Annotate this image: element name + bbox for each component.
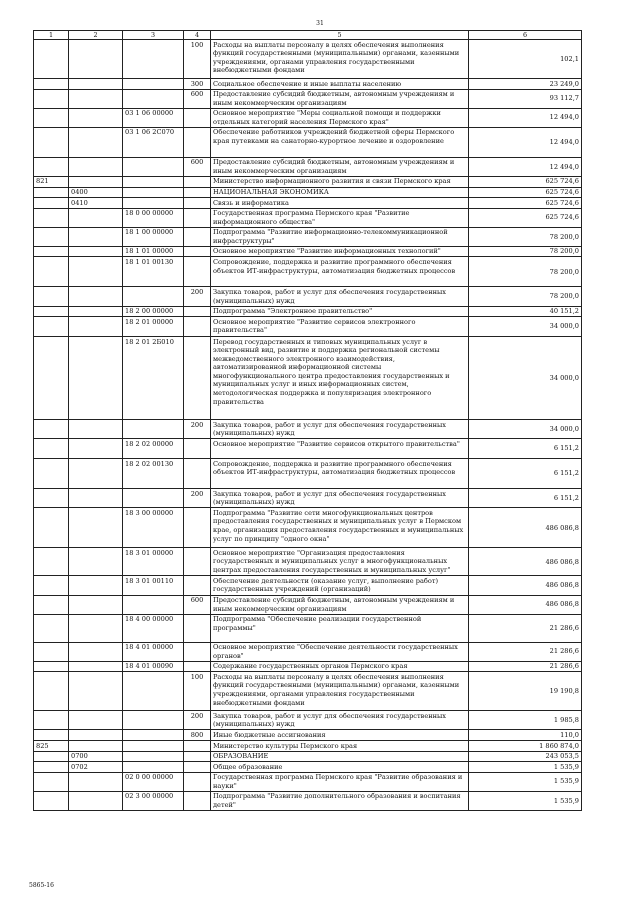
expense-type-code-cell: 300 [184,79,211,90]
target-article-code-cell: 18 4 01 00000 [123,642,184,661]
department-code-cell [34,711,69,730]
amount-cell: 486 086,8 [469,508,582,548]
department-code-cell [34,317,69,337]
amount-cell: 21 286,6 [469,614,582,642]
expense-type-code-cell: 800 [184,730,211,741]
budget-table [33,30,582,811]
table-row [34,489,582,508]
target-article-code-cell: 18 3 01 00000 [123,548,184,576]
table-row [34,791,582,810]
section-code-cell [69,711,123,730]
department-code-cell [34,227,69,246]
table-row [34,257,582,287]
amount-cell: 78 200,0 [469,257,582,287]
header-col-4: 4 [184,31,211,40]
item-description-cell: Закупка товаров, работ и услуг для обеспечения государственных (муниципальных) нужд [211,287,469,306]
section-code-cell [69,287,123,306]
target-article-code-cell [123,489,184,508]
target-article-code-cell: 18 2 01 00000 [123,317,184,337]
section-code-cell [69,257,123,287]
section-code-cell [69,614,123,642]
amount-cell: 78 200,0 [469,227,582,246]
target-article-code-cell [123,672,184,711]
amount-cell: 1 535,9 [469,772,582,791]
amount-cell: 12 494,0 [469,157,582,176]
expense-type-code-cell [184,548,211,576]
department-code-cell [34,459,69,489]
item-description-cell: Сопровождение, поддержка и развитие программного обеспечения объектов ИТ-инфраструктуры, автоматизация бюджетных процессов [211,257,469,287]
expense-type-code-cell: 600 [184,157,211,176]
expense-type-code-cell: 200 [184,287,211,306]
section-code-cell [69,772,123,791]
item-description-cell: Предоставление субсидий бюджетным, автономным учреждениям и иным некоммерческим организациям [211,157,469,176]
item-description-cell: Обеспечение деятельности (оказание услуг, выполнение работ) государственных учреждений (организаций) [211,576,469,595]
amount-cell: 486 086,8 [469,576,582,595]
expense-type-code-cell [184,108,211,127]
item-description-cell: Основное мероприятие "Развитие сервисов электронного правительства" [211,317,469,337]
section-code-cell [69,508,123,548]
department-code-cell [34,730,69,741]
table-row [34,711,582,730]
department-code-cell [34,576,69,595]
expense-type-code-cell [184,762,211,773]
department-code-cell [34,306,69,317]
amount-cell: 486 086,8 [469,548,582,576]
table-row [34,595,582,614]
section-code-cell [69,730,123,741]
expense-type-code-cell: 100 [184,672,211,711]
expense-type-code-cell [184,127,211,157]
department-code-cell [34,548,69,576]
table-row [34,439,582,459]
table-row [34,246,582,257]
amount-cell: 243 053,5 [469,751,582,762]
expense-type-code-cell [184,459,211,489]
expense-type-code-cell [184,227,211,246]
department-code-cell [34,157,69,176]
item-description-cell: Основное мероприятие "Организация предоставления государственных и муниципальных услуг в многофункциональных центрах предоставления государственных и муниципальных услуг" [211,548,469,576]
target-article-code-cell: 18 3 00 00000 [123,508,184,548]
section-code-cell [69,89,123,108]
expense-type-code-cell [184,317,211,337]
target-article-code-cell [123,751,184,762]
expense-type-code-cell [184,772,211,791]
section-code-cell [69,127,123,157]
table-row [34,337,582,420]
target-article-code-cell [123,79,184,90]
amount-cell: 34 000,0 [469,337,582,420]
item-description-cell: Связь и информатика [211,198,469,209]
target-article-code-cell [123,40,184,79]
table-row [34,108,582,127]
target-article-code-cell: 18 1 00 00000 [123,227,184,246]
section-code-cell [69,306,123,317]
amount-cell: 102,1 [469,40,582,79]
table-header-row [34,31,582,40]
target-article-code-cell: 18 2 02 00130 [123,459,184,489]
section-code-cell [69,108,123,127]
item-description-cell: Подпрограмма "Электронное правительство" [211,306,469,317]
item-description-cell: Основное мероприятие "Развитие информационных технологий" [211,246,469,257]
target-article-code-cell: 18 0 00 00000 [123,208,184,227]
item-description-cell: НАЦИОНАЛЬНАЯ ЭКОНОМИКА [211,187,469,198]
item-description-cell: Предоставление субсидий бюджетным, автономным учреждениям и иным некоммерческим организациям [211,595,469,614]
section-code-cell [69,672,123,711]
table-row [34,198,582,209]
department-code-cell [34,672,69,711]
table-row [34,176,582,187]
item-description-cell: Подпрограмма "Развитие сети многофункциональных центров предоставления государственных и муниципальных услуг в Пермском крае, организация предоставления государственных и муниципальных услуг по принципу "одного окна" [211,508,469,548]
section-code-cell [69,157,123,176]
section-code-cell [69,317,123,337]
section-code-cell [69,548,123,576]
table-row [34,642,582,661]
table-row [34,89,582,108]
amount-cell: 34 000,0 [469,420,582,439]
section-code-cell [69,576,123,595]
header-col-2: 2 [69,31,123,40]
expense-type-code-cell [184,306,211,317]
table-row [34,459,582,489]
section-code-cell: 0410 [69,198,123,209]
target-article-code-cell [123,741,184,752]
table-row [34,614,582,642]
target-article-code-cell [123,711,184,730]
table-row [34,672,582,711]
section-code-cell: 0400 [69,187,123,198]
target-article-code-cell: 18 2 00 00000 [123,306,184,317]
department-code-cell [34,79,69,90]
target-article-code-cell [123,198,184,209]
amount-cell: 93 112,7 [469,89,582,108]
table-row [34,208,582,227]
item-description-cell: Расходы на выплаты персоналу в целях обеспечения выполнения функций государственными (муниципальными) органами, казенными учреждениями, органами управления государственными внебюджетными фондами [211,672,469,711]
amount-cell: 6 151,2 [469,459,582,489]
amount-cell: 19 190,8 [469,672,582,711]
expense-type-code-cell: 600 [184,89,211,108]
target-article-code-cell: 18 1 01 00000 [123,246,184,257]
target-article-code-cell [123,762,184,773]
section-code-cell [69,40,123,79]
department-code-cell [34,246,69,257]
expense-type-code-cell [184,661,211,672]
item-description-cell: Обеспечение работников учреждений бюджетной сферы Пермского края путевками на санаторно-курортное лечение и оздоровление [211,127,469,157]
expense-type-code-cell [184,246,211,257]
amount-cell: 40 151,2 [469,306,582,317]
item-description-cell: Основное мероприятие "Меры социальной помощи и поддержки отдельных категорий населения Пермского края" [211,108,469,127]
amount-cell: 78 200,0 [469,246,582,257]
table-row [34,730,582,741]
section-code-cell: 0700 [69,751,123,762]
amount-cell: 12 494,0 [469,108,582,127]
target-article-code-cell: 18 3 01 00110 [123,576,184,595]
department-code-cell [34,751,69,762]
target-article-code-cell [123,157,184,176]
amount-cell: 21 286,6 [469,661,582,672]
target-article-code-cell: 03 1 06 2С070 [123,127,184,157]
item-description-cell: Подпрограмма "Обеспечение реализации государственной программы" [211,614,469,642]
target-article-code-cell: 18 2 02 00000 [123,439,184,459]
department-code-cell [34,208,69,227]
amount-cell: 625 724,6 [469,187,582,198]
department-code-cell [34,642,69,661]
target-article-code-cell: 18 4 00 00000 [123,614,184,642]
section-code-cell [69,489,123,508]
department-code-cell [34,198,69,209]
department-code-cell [34,89,69,108]
department-code-cell [34,439,69,459]
expense-type-code-cell: 100 [184,40,211,79]
section-code-cell [69,176,123,187]
amount-cell: 12 494,0 [469,127,582,157]
expense-type-code-cell: 200 [184,711,211,730]
target-article-code-cell [123,730,184,741]
amount-cell: 625 724,6 [469,176,582,187]
expense-type-code-cell [184,642,211,661]
header-col-3: 3 [123,31,184,40]
table-row [34,306,582,317]
amount-cell: 1 985,8 [469,711,582,730]
department-code-cell [34,762,69,773]
target-article-code-cell: 03 1 06 00000 [123,108,184,127]
amount-cell: 6 151,2 [469,439,582,459]
expense-type-code-cell [184,614,211,642]
amount-cell: 23 249,0 [469,79,582,90]
department-code-cell [34,772,69,791]
department-code-cell [34,489,69,508]
item-description-cell: ОБРАЗОВАНИЕ [211,751,469,762]
table-row [34,576,582,595]
item-description-cell: Содержание государственных органов Пермского края [211,661,469,672]
header-col-1: 1 [34,31,69,40]
item-description-cell: Сопровождение, поддержка и развитие программного обеспечения объектов ИТ-инфраструктуры, автоматизация бюджетных процессов [211,459,469,489]
amount-cell: 625 724,6 [469,208,582,227]
table-row [34,508,582,548]
expense-type-code-cell: 200 [184,420,211,439]
item-description-cell: Расходы на выплаты персоналу в целях обеспечения выполнения функций государственными (муниципальными) органами, казенными учреждениями, органами управления государственными внебюджетными фондами [211,40,469,79]
amount-cell: 1 535,9 [469,791,582,810]
item-description-cell: Закупка товаров, работ и услуг для обеспечения государственных (муниципальных) нужд [211,420,469,439]
item-description-cell: Общее образование [211,762,469,773]
table-row [34,187,582,198]
amount-cell: 110,0 [469,730,582,741]
item-description-cell: Подпрограмма "Развитие информационно-телекоммуникационной инфраструктуры" [211,227,469,246]
department-code-cell: 821 [34,176,69,187]
amount-cell: 1 535,9 [469,762,582,773]
table-row [34,772,582,791]
department-code-cell [34,108,69,127]
department-code-cell [34,508,69,548]
item-description-cell: Министерство информационного развития и связи Пермского края [211,176,469,187]
department-code-cell [34,595,69,614]
expense-type-code-cell [184,176,211,187]
amount-cell: 625 724,6 [469,198,582,209]
table-row [34,741,582,752]
expense-type-code-cell [184,187,211,198]
item-description-cell: Закупка товаров, работ и услуг для обеспечения государственных (муниципальных) нужд [211,711,469,730]
target-article-code-cell: 18 4 01 00090 [123,661,184,672]
section-code-cell [69,337,123,420]
amount-cell: 486 086,8 [469,595,582,614]
header-col-6: 6 [469,31,582,40]
expense-type-code-cell [184,508,211,548]
expense-type-code-cell [184,741,211,752]
section-code-cell [69,661,123,672]
department-code-cell [34,40,69,79]
table-row [34,127,582,157]
section-code-cell [69,208,123,227]
target-article-code-cell [123,420,184,439]
expense-type-code-cell [184,439,211,459]
department-code-cell: 825 [34,741,69,752]
department-code-cell [34,661,69,672]
table-row [34,287,582,306]
department-code-cell [34,257,69,287]
expense-type-code-cell: 600 [184,595,211,614]
table-body [34,40,582,811]
expense-type-code-cell: 200 [184,489,211,508]
section-code-cell [69,791,123,810]
amount-cell: 21 286,6 [469,642,582,661]
expense-type-code-cell [184,751,211,762]
section-code-cell [69,79,123,90]
target-article-code-cell [123,287,184,306]
department-code-cell [34,337,69,420]
table-row [34,317,582,337]
item-description-cell: Основное мероприятие "Обеспечение деятельности государственных органов" [211,642,469,661]
table-row [34,762,582,773]
section-code-cell [69,595,123,614]
department-code-cell [34,127,69,157]
table-row [34,751,582,762]
section-code-cell [69,420,123,439]
target-article-code-cell: 18 2 01 2Б010 [123,337,184,420]
section-code-cell [69,642,123,661]
header-col-5: 5 [211,31,469,40]
target-article-code-cell: 02 0 00 00000 [123,772,184,791]
amount-cell: 78 200,0 [469,287,582,306]
item-description-cell: Иные бюджетные ассигнования [211,730,469,741]
department-code-cell [34,187,69,198]
item-description-cell: Государственная программа Пермского края "Развитие информационного общества" [211,208,469,227]
expense-type-code-cell [184,257,211,287]
item-description-cell: Предоставление субсидий бюджетным, автономным учреждениям и иным некоммерческим организациям [211,89,469,108]
table-row [34,661,582,672]
target-article-code-cell: 18 1 01 00130 [123,257,184,287]
expense-type-code-cell [184,791,211,810]
item-description-cell: Государственная программа Пермского края "Развитие образования и науки" [211,772,469,791]
item-description-cell: Закупка товаров, работ и услуг для обеспечения государственных (муниципальных) нужд [211,489,469,508]
table-row [34,157,582,176]
target-article-code-cell [123,176,184,187]
item-description-cell: Основное мероприятие "Развитие сервисов открытого правительства" [211,439,469,459]
table-row [34,420,582,439]
section-code-cell [69,227,123,246]
expense-type-code-cell [184,337,211,420]
table-row [34,548,582,576]
target-article-code-cell [123,89,184,108]
page-number: 31 [316,20,324,27]
target-article-code-cell [123,187,184,198]
table-row [34,40,582,79]
section-code-cell [69,246,123,257]
department-code-cell [34,791,69,810]
expense-type-code-cell [184,208,211,227]
item-description-cell: Социальное обеспечение и иные выплаты населению [211,79,469,90]
amount-cell: 6 151,2 [469,489,582,508]
table-row [34,227,582,246]
section-code-cell [69,459,123,489]
item-description-cell: Министерство культуры Пермского края [211,741,469,752]
table-row [34,79,582,90]
item-description-cell: Подпрограмма "Развитие дополнительного образования и воспитания детей" [211,791,469,810]
department-code-cell [34,287,69,306]
document-code: 5865-16 [29,882,54,889]
section-code-cell [69,741,123,752]
department-code-cell [34,614,69,642]
expense-type-code-cell [184,198,211,209]
item-description-cell: Перевод государственных и типовых муниципальных услуг в электронный вид, развитие и поддержка региональной системы межведомственного электронного взаимодействия, автоматизированной информационной системы многофункционального центра предоставления государственных и муниципальных услуг и иных информационных систем, методологическая поддержка и популяризация электронного правительства [211,337,469,420]
section-code-cell [69,439,123,459]
expense-type-code-cell [184,576,211,595]
section-code-cell: 0702 [69,762,123,773]
amount-cell: 1 860 874,0 [469,741,582,752]
target-article-code-cell [123,595,184,614]
amount-cell: 34 000,0 [469,317,582,337]
target-article-code-cell: 02 3 00 00000 [123,791,184,810]
department-code-cell [34,420,69,439]
